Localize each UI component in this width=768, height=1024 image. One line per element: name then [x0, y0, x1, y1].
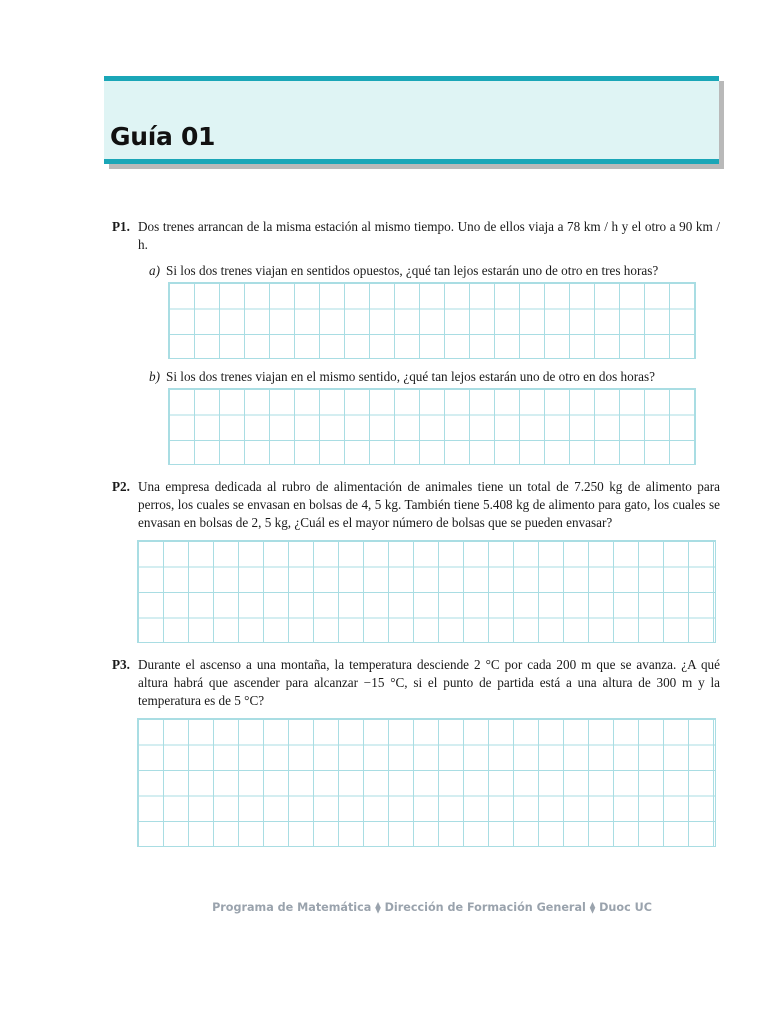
footer: Programa de Matemática ⧫ Dirección de Formación General ⧫ Duoc UC	[212, 901, 652, 914]
answer-grid-p2[interactable]	[137, 540, 716, 643]
part-text: Si los dos trenes viajan en sentidos opuestos, ¿qué tan lejos estarán uno de otro en tres horas?	[166, 263, 659, 278]
header-banner	[104, 76, 719, 164]
page-title: Guía 01	[110, 122, 216, 151]
part-text: Si los dos trenes viajan en el mismo sentido, ¿qué tan lejos estarán uno de otro en dos horas?	[166, 369, 655, 384]
problem-label: P3.	[112, 657, 130, 672]
problem-p1-part-b	[149, 368, 655, 386]
answer-grid-p1b[interactable]	[168, 388, 696, 465]
problem-text: Dos trenes arrancan de la misma estación al mismo tiempo. Uno de ellos viaja a 78 km / h y el otro a 90 km / h.	[138, 219, 720, 252]
problem-label: P1.	[112, 219, 130, 234]
header-bottom-rule	[104, 159, 719, 164]
problem-text: Una empresa dedicada al rubro de alimentación de animales tiene un total de 7.250 kg de alimento para perros, los cuales se envasan en bolsas de 4, 5 kg. También tiene 5.408 kg de alimento para gato, los cuales se envasan en bolsas de 2, 5 kg, ¿Cuál es el mayor número de bolsas que se pueden envasar?	[138, 479, 720, 530]
answer-grid-p1a[interactable]	[168, 282, 696, 359]
problem-p1-part-a	[149, 262, 658, 280]
part-label: b)	[149, 369, 160, 384]
problem-text: Durante el ascenso a una montaña, la temperatura desciende 2 °C por cada 200 m que se avanza. ¿A qué altura habrá que ascender para alcanzar −15 °C, si el punto de partida está a una altura de 300 m y la temperatura es de 5 °C?	[138, 657, 720, 708]
problem-label: P2.	[112, 479, 130, 494]
part-label: a)	[149, 263, 160, 278]
answer-grid-p3[interactable]	[137, 718, 716, 847]
